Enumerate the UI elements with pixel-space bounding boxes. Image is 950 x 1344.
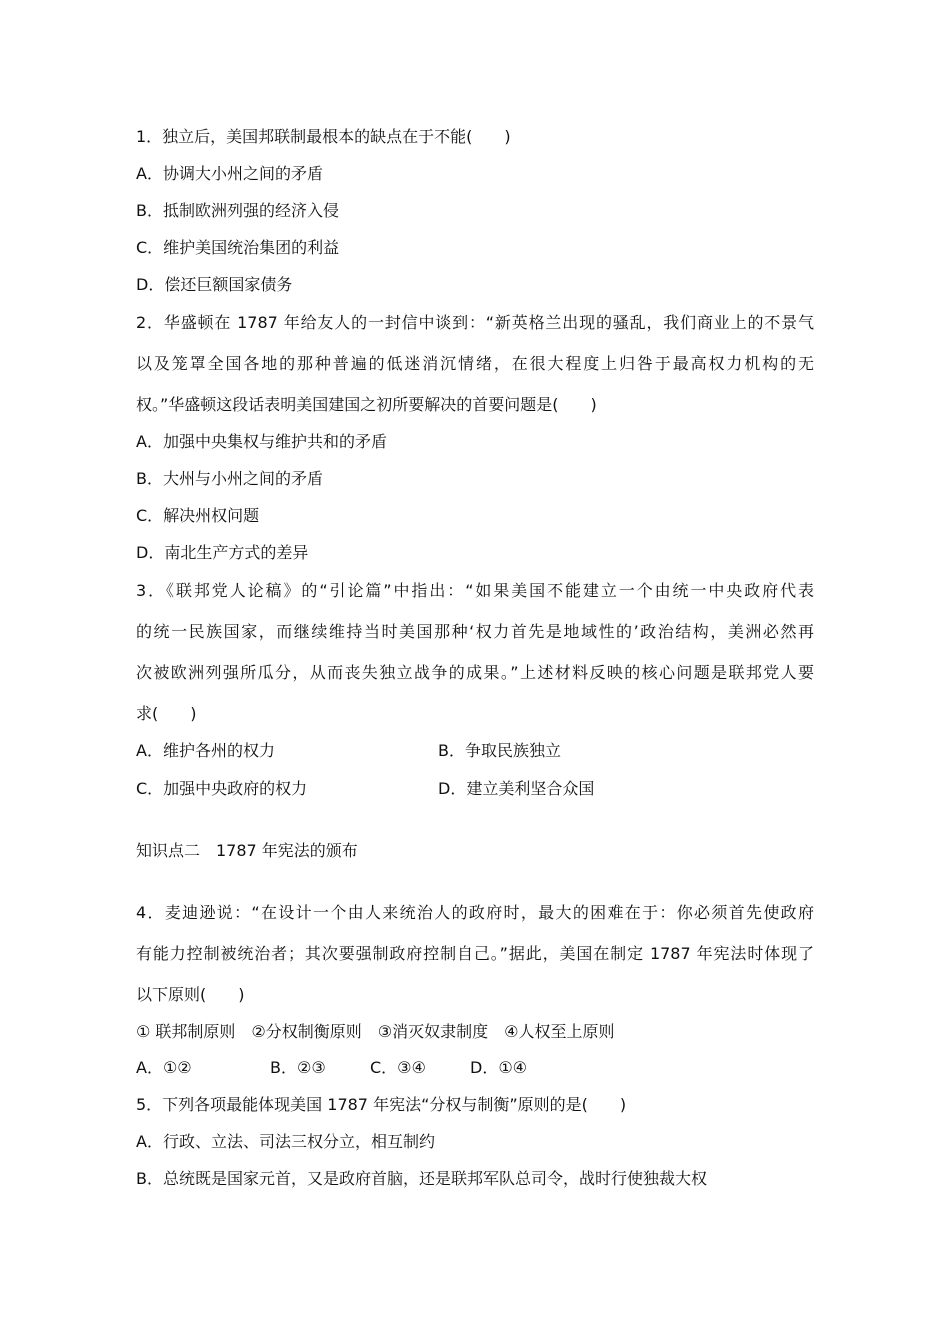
q1-option-a: A．协调大小州之间的矛盾 <box>136 164 323 183</box>
q2-stem-line-3: 权。”华盛顿这段话表明美国建国之初所要解决的首要问题是( ) <box>136 395 597 414</box>
q1-stem: 1．独立后，美国邦联制最根本的缺点在于不能( ) <box>136 127 511 146</box>
section-heading: 知识点二 1787 年宪法的颁布 <box>136 841 358 860</box>
q2-option-b: B．大州与小州之间的矛盾 <box>136 469 323 488</box>
q4-option-a: A．①② <box>136 1058 192 1077</box>
q3-stem-line-1: 3．《联邦党人论稿》的“引论篇”中指出：“如果美国不能建立一个由统一中央政府代表 <box>136 581 814 600</box>
q2-stem-line-2: 以及笼罩全国各地的那种普遍的低迷消沉情绪，在很大程度上归咎于最高权力机构的无 <box>136 354 814 373</box>
q1-option-b: B．抵制欧洲列强的经济入侵 <box>136 201 339 220</box>
q4-option-c: C．③④ <box>370 1058 426 1077</box>
q5-stem: 5．下列各项最能体现美国 1787 年宪法“分权与制衡”原则的是( ) <box>136 1095 627 1114</box>
q2-stem-line-1: 2．华盛顿在 1787 年给友人的一封信中谈到：“新英格兰出现的骚乱，我们商业上的不景气 <box>136 313 814 332</box>
q2-option-d: D．南北生产方式的差异 <box>136 543 309 562</box>
q3-stem-line-4: 求( ) <box>136 704 197 723</box>
q3-stem-line-3: 次被欧洲列强所瓜分，从而丧失独立战争的成果。”上述材料反映的核心问题是联邦党人要 <box>136 663 814 682</box>
q5-option-b: B．总统既是国家元首，又是政府首脑，还是联邦军队总司令，战时行使独裁大权 <box>136 1169 707 1188</box>
q1-option-d: D．偿还巨额国家债务 <box>136 275 293 294</box>
q4-option-d: D．①④ <box>470 1058 528 1077</box>
q2-option-c: C．解决州权问题 <box>136 506 260 525</box>
q3-option-b: B．争取民族独立 <box>438 741 561 760</box>
q4-option-b: B．②③ <box>270 1058 326 1077</box>
q4-stem-line-3: 以下原则( ) <box>136 985 245 1004</box>
q4-principle-items: ① 联邦制原则 ②分权制衡原则 ③消灭奴隶制度 ④人权至上原则 <box>136 1022 615 1041</box>
q1-option-c: C．维护美国统治集团的利益 <box>136 238 340 257</box>
q3-option-a: A．维护各州的权力 <box>136 741 275 760</box>
q3-option-d: D．建立美利坚合众国 <box>438 779 595 798</box>
q4-stem-line-1: 4．麦迪逊说：“在设计一个由人来统治人的政府时，最大的困难在于：你必须首先使政府 <box>136 903 814 922</box>
q4-stem-line-2: 有能力控制被统治者；其次要强制政府控制自己。”据此，美国在制定 1787 年宪法时体现了 <box>136 944 814 963</box>
q5-option-a: A．行政、立法、司法三权分立，相互制约 <box>136 1132 435 1151</box>
q3-option-c: C．加强中央政府的权力 <box>136 779 308 798</box>
q2-option-a: A．加强中央集权与维护共和的矛盾 <box>136 432 387 451</box>
q3-stem-line-2: 的统一民族国家，而继续维持当时美国那种‘权力首先是地域性的’政治结构，美洲必然再 <box>136 622 814 641</box>
